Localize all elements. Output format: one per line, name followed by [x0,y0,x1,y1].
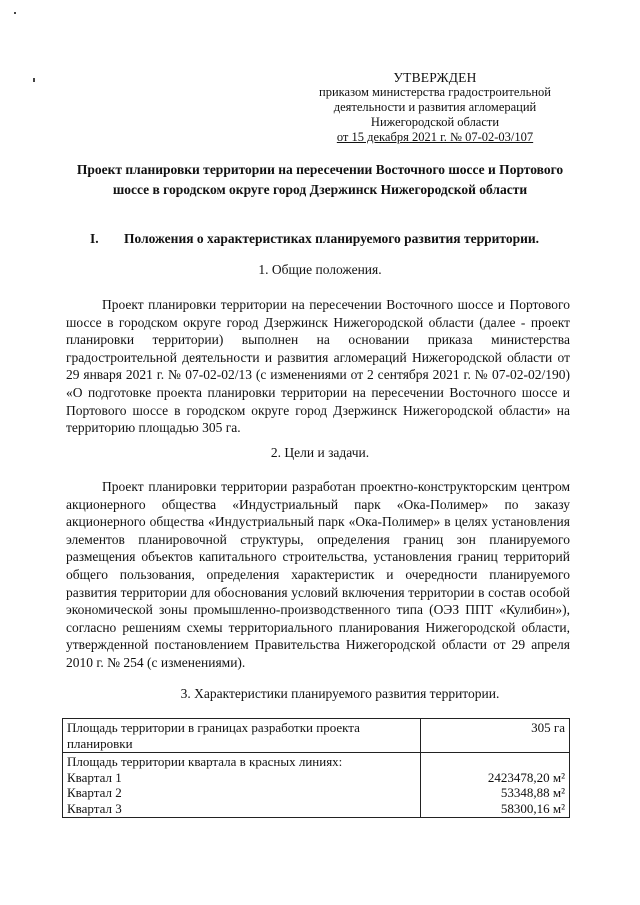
subsection-heading: 1. Общие положения. [258,262,382,277]
quarter-label: Квартал 3 [67,800,122,816]
document-title: Проект планировки территории на пересечении Восточного шоссе и Портового шоссе в городском округе город Дзержинск Нижегородской области [76,162,564,197]
approval-line: Нижегородской области [370,115,500,129]
paragraph: Проект планировки территории разработан проектно-конструкторским центром акционерного общества «Индустриальный парк «Ока-Полимер» по заказу акционерного общества «Индустриальный парк «Ока-Полимер» в целях установления элементов планировочной структуры, определения границ зон планируемого размещения объектов капитального строительства, установления границ территорий общего пользования, определения характеристик и очередности планируемого развития территории для обоснования условий включения территории в состав особой экономической зоны промышленно-производственного типа (ОЭЗ ППТ «Кулибин»), согласно решениям схемы территориального планирования Нижегородской области, утвержденной постановлением Правительства Нижегородской области от 29 апреля 2010 г. № 254 (с изменениями). [66,479,570,670]
section-heading [90,230,590,248]
approval-line: деятельности и развития агломераций [333,100,537,114]
table-cell [421,753,570,818]
approval-block [300,70,570,145]
table-subheader: Площадь территории квартала в красных линиях: [67,754,343,769]
table-row [63,753,570,818]
scan-speck [14,12,16,14]
paragraph: Проект планировки территории на пересечении Восточного шоссе и Портового шоссе в городском округе город Дзержинск Нижегородской области (далее - проект планировки территории) выполнен на основании приказа министерства градостроительной деятельности и развития агломераций Нижегородской области от 29 января 2021 г. № 07-02-02/13 (с изменениями от 2 сентября 2021 г. № 07-02-02/190) «О подготовке проекта планировки территории на пересечении Восточного шоссе и Портового шоссе в городском округе город Дзержинск Нижегородской области» на территорию площадью 305 га. [66,297,570,436]
scan-speck [33,78,35,82]
approval-heading: УТВЕРЖДЕН [393,70,477,85]
quarter-value: 2423478,20 м² [487,769,565,785]
characteristics-table [62,718,570,818]
table-cell: Площадь территории в границах разработки проекта планировки [63,719,421,753]
quarter-value: 58300,16 м² [500,800,565,816]
approval-line: приказом министерства градостроительной [319,85,551,99]
table-cell: 305 га [421,719,570,753]
section-title: Положения о характеристиках планируемого развития территории. [124,231,540,246]
table-row [63,719,570,753]
quarter-label: Квартал 2 [67,785,122,800]
subsection-heading: 3. Характеристики планируемого развития территории. [180,686,500,701]
quarter-label: Квартал 1 [67,769,122,785]
subsection-heading: 2. Цели и задачи. [270,445,370,460]
section-number: I. [90,231,99,246]
table-cell [63,753,421,818]
quarter-value: 53348,88 м² [500,785,565,800]
approval-order-date: от 15 декабря 2021 г. № 07-02-03/107 [336,130,534,144]
